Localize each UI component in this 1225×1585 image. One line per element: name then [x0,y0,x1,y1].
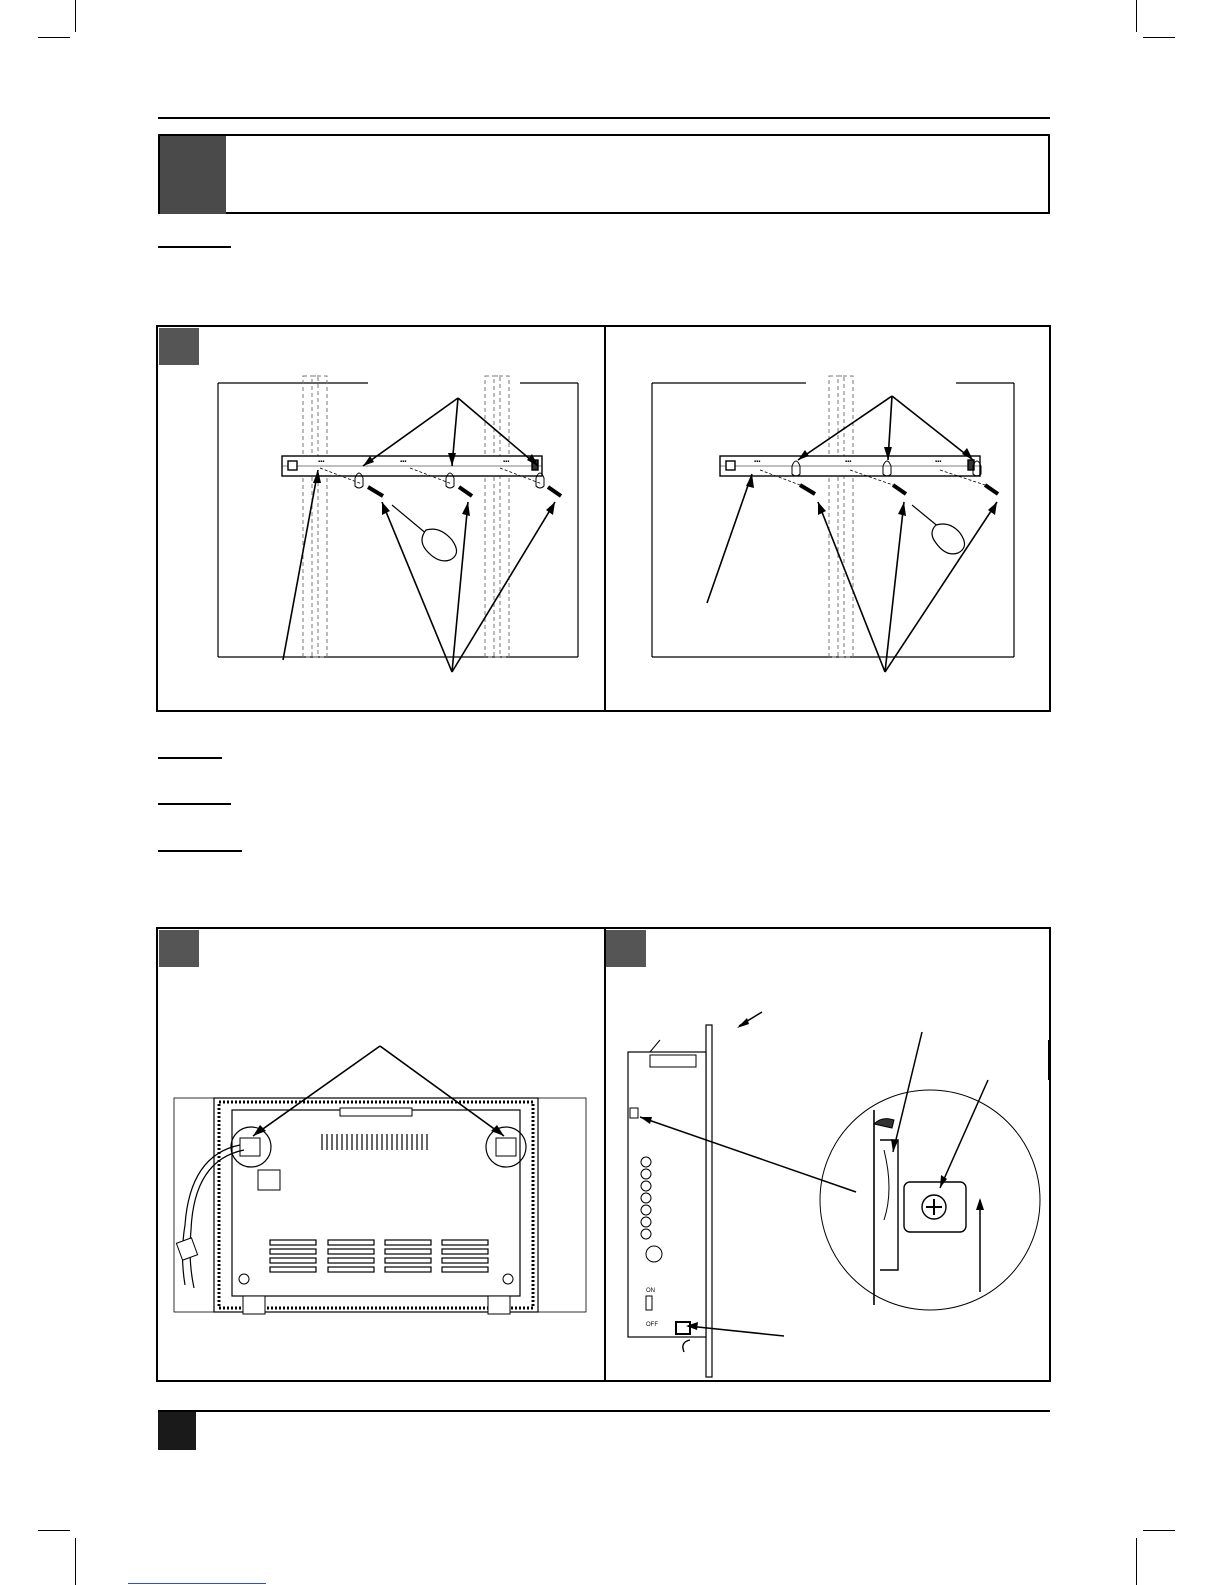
svg-text:▪▪▪: ▪▪▪ [935,459,942,465]
footer-rule [158,1410,1050,1412]
page-number-block [158,1412,196,1450]
svg-text:▪▪▪: ▪▪▪ [318,459,325,465]
svg-text:▪▪▪: ▪▪▪ [754,459,761,465]
svg-text:OFF: OFF [646,1322,658,1328]
svg-text:▪▪▪: ▪▪▪ [400,459,407,465]
svg-text:▪▪▪: ▪▪▪ [845,459,852,465]
svg-text:ON: ON [646,1288,655,1294]
link-underline[interactable] [128,1583,266,1584]
svg-text:▪▪▪: ▪▪▪ [503,459,510,465]
